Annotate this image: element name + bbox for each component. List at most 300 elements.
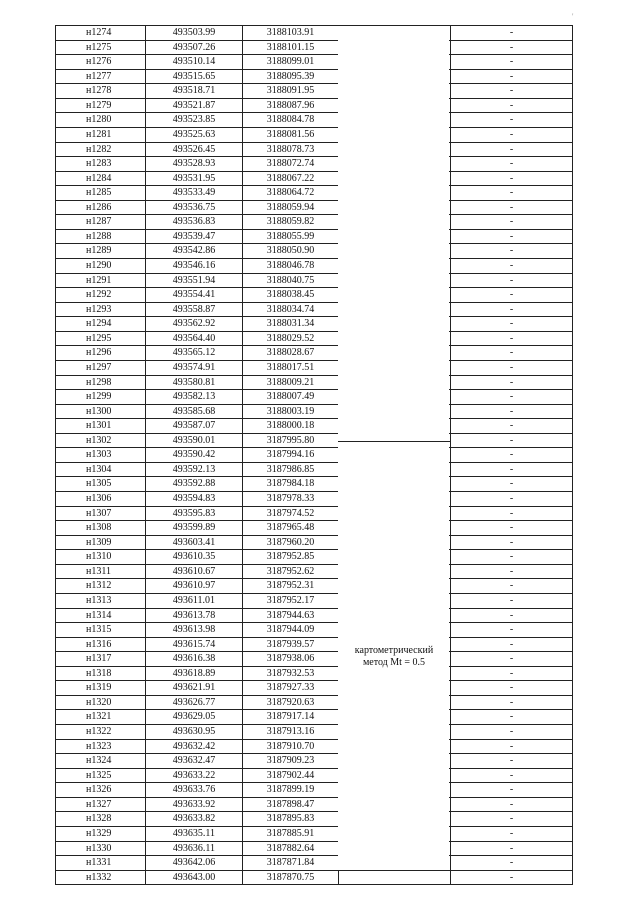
x-coordinate-cell: 493585.68 [146, 405, 243, 419]
y-coordinate-cell: 3188009.21 [243, 376, 339, 390]
y-coordinate-cell: 3188059.82 [243, 215, 339, 229]
point-id-cell: н1321 [56, 710, 146, 724]
point-id-cell: н1299 [56, 390, 146, 404]
y-coordinate-cell: 3187944.63 [243, 609, 339, 623]
accuracy-cell: - [509, 871, 514, 883]
point-id-cell: н1304 [56, 463, 146, 477]
accuracy-cell: - [509, 128, 514, 140]
y-coordinate-cell: 3188101.15 [243, 41, 339, 55]
x-coordinate-cell: 493595.83 [146, 507, 243, 521]
point-id-cell: н1330 [56, 842, 146, 856]
table-row [56, 594, 572, 609]
y-coordinate-cell: 3187995.80 [243, 434, 339, 448]
x-coordinate-cell: 493542.86 [146, 244, 243, 258]
x-coordinate-cell: 493599.89 [146, 521, 243, 535]
accuracy-cell: - [509, 493, 514, 504]
point-id-cell: н1296 [56, 346, 146, 360]
point-id-cell: н1300 [56, 405, 146, 419]
point-id-cell: н1319 [56, 681, 146, 695]
table-row [56, 274, 572, 289]
y-coordinate-cell: 3188003.19 [243, 405, 339, 419]
point-id-cell: н1332 [56, 871, 146, 885]
method-merged-cell [338, 26, 449, 870]
accuracy-cell: - [509, 158, 514, 170]
x-coordinate-cell: 493525.63 [146, 128, 243, 142]
table-row [56, 128, 572, 143]
x-coordinate-cell: 493615.74 [146, 638, 243, 652]
table-row [56, 754, 572, 769]
point-id-cell: н1303 [56, 448, 146, 462]
accuracy-cell: - [509, 536, 514, 548]
accuracy-cell: - [509, 303, 514, 315]
y-coordinate-cell: 3187885.91 [243, 827, 339, 841]
y-coordinate-cell: 3188031.34 [243, 317, 339, 331]
accuracy-cell: - [509, 667, 514, 679]
x-coordinate-cell: 493510.14 [146, 55, 243, 69]
table-row [56, 361, 572, 376]
y-coordinate-cell: 3187944.09 [243, 623, 339, 637]
y-coordinate-cell: 3187978.33 [243, 492, 339, 506]
x-coordinate-cell: 493533.49 [146, 186, 243, 200]
accuracy-cell: - [509, 143, 514, 155]
point-id-cell: н1323 [56, 740, 146, 754]
accuracy-cell: - [509, 187, 514, 199]
accuracy-cell: - [509, 449, 514, 461]
x-coordinate-cell: 493558.87 [146, 303, 243, 317]
corner-mark: ' [572, 12, 574, 21]
table-row [56, 638, 572, 653]
accuracy-cell: - [509, 318, 514, 330]
table-row [56, 26, 572, 41]
accuracy-cell: - [509, 41, 514, 53]
table-row [56, 710, 572, 725]
accuracy-cell: - [509, 478, 514, 490]
table-row [56, 842, 572, 857]
x-coordinate-cell: 493636.11 [146, 842, 243, 856]
point-id-cell: н1277 [56, 70, 146, 84]
point-id-cell: н1301 [56, 419, 146, 433]
accuracy-cell: - [509, 260, 514, 271]
y-coordinate-cell: 3188064.72 [243, 186, 339, 200]
y-coordinate-cell: 3188103.91 [243, 26, 339, 40]
accuracy-cell: - [509, 580, 514, 592]
x-coordinate-cell: 493642.06 [146, 856, 243, 870]
y-coordinate-cell: 3187895.83 [243, 812, 339, 826]
accuracy-cell: - [509, 216, 514, 228]
point-id-cell: н1310 [56, 550, 146, 564]
x-coordinate-cell: 493626.77 [146, 696, 243, 710]
table-row [56, 783, 572, 798]
y-coordinate-cell: 3188007.49 [243, 390, 339, 404]
x-coordinate-cell: 493613.98 [146, 623, 243, 637]
point-id-cell: н1298 [56, 376, 146, 390]
table-row [56, 798, 572, 813]
accuracy-cell: - [509, 857, 514, 869]
accuracy-cell: - [509, 230, 514, 242]
x-coordinate-cell: 493616.38 [146, 652, 243, 666]
method-cell-divider [338, 441, 450, 442]
x-coordinate-cell: 493587.07 [146, 419, 243, 433]
y-coordinate-cell: 3187871.84 [243, 856, 339, 870]
table-row [56, 99, 572, 114]
table-row [56, 477, 572, 492]
table-row [56, 871, 572, 886]
table-row [56, 492, 572, 507]
point-id-cell: н1278 [56, 84, 146, 98]
table-row [56, 652, 572, 667]
accuracy-cell: - [509, 609, 514, 621]
point-id-cell: н1315 [56, 623, 146, 637]
y-coordinate-cell: 3188091.95 [243, 84, 339, 98]
x-coordinate-cell: 493539.47 [146, 230, 243, 244]
x-coordinate-cell: 493562.92 [146, 317, 243, 331]
accuracy-cell: - [509, 434, 514, 446]
point-id-cell: н1294 [56, 317, 146, 331]
table-row [56, 346, 572, 361]
y-coordinate-cell: 3187952.85 [243, 550, 339, 564]
y-coordinate-cell: 3188029.52 [243, 332, 339, 346]
y-coordinate-cell: 3188084.78 [243, 113, 339, 127]
accuracy-cell: - [509, 784, 514, 796]
point-id-cell: н1307 [56, 507, 146, 521]
accuracy-cell: - [509, 682, 514, 694]
point-id-cell: н1284 [56, 172, 146, 186]
x-coordinate-cell: 493592.13 [146, 463, 243, 477]
accuracy-cell: - [509, 70, 514, 82]
point-id-cell: н1331 [56, 856, 146, 870]
point-id-cell: н1322 [56, 725, 146, 739]
accuracy-cell: - [509, 638, 514, 650]
table-row [56, 390, 572, 405]
table-row [56, 696, 572, 711]
point-id-cell: н1279 [56, 99, 146, 113]
table-row [56, 405, 572, 420]
accuracy-cell: - [509, 594, 514, 606]
y-coordinate-cell: 3188040.75 [243, 274, 339, 288]
accuracy-cell: - [509, 274, 514, 286]
y-coordinate-cell: 3188099.01 [243, 55, 339, 69]
point-id-cell: н1292 [56, 288, 146, 302]
x-coordinate-cell: 493546.16 [146, 259, 243, 273]
table-row [56, 521, 572, 536]
point-id-cell: н1287 [56, 215, 146, 229]
x-coordinate-cell: 493582.13 [146, 390, 243, 404]
method-line-2: метод Mt = 0.5 [362, 657, 426, 668]
point-id-cell: н1328 [56, 812, 146, 826]
x-coordinate-cell: 493635.11 [146, 827, 243, 841]
accuracy-cell: - [509, 842, 514, 854]
x-coordinate-cell: 493503.99 [146, 26, 243, 40]
point-id-cell: н1302 [56, 434, 146, 448]
accuracy-cell: - [509, 391, 514, 403]
accuracy-cell: - [509, 551, 514, 563]
point-id-cell: н1290 [56, 259, 146, 273]
y-coordinate-cell: 3188000.18 [243, 419, 339, 433]
y-coordinate-cell: 3188028.67 [243, 346, 339, 360]
y-coordinate-cell: 3187939.57 [243, 638, 339, 652]
accuracy-cell: - [509, 99, 514, 111]
point-id-cell: н1329 [56, 827, 146, 841]
accuracy-cell: - [509, 726, 514, 737]
table-row [56, 856, 572, 871]
point-id-cell: н1285 [56, 186, 146, 200]
table-row [56, 157, 572, 172]
x-coordinate-cell: 493536.75 [146, 201, 243, 215]
x-coordinate-cell: 493610.35 [146, 550, 243, 564]
x-coordinate-cell: 493633.92 [146, 798, 243, 812]
x-coordinate-cell: 493554.41 [146, 288, 243, 302]
table-row [56, 623, 572, 638]
accuracy-cell: - [509, 376, 514, 388]
table-row [56, 463, 572, 478]
x-coordinate-cell: 493594.83 [146, 492, 243, 506]
x-coordinate-cell: 493592.88 [146, 477, 243, 491]
x-coordinate-cell: 493603.41 [146, 536, 243, 550]
table-row [56, 303, 572, 318]
accuracy-cell: - [509, 27, 514, 38]
table-row [56, 230, 572, 245]
point-id-cell: н1306 [56, 492, 146, 506]
table-row [56, 812, 572, 827]
accuracy-cell: - [509, 696, 514, 708]
accuracy-cell: - [509, 740, 514, 752]
y-coordinate-cell: 3188050.90 [243, 244, 339, 258]
point-id-cell: н1312 [56, 579, 146, 593]
point-id-cell: н1297 [56, 361, 146, 375]
accuracy-cell: - [509, 56, 514, 68]
x-coordinate-cell: 493610.67 [146, 565, 243, 579]
point-id-cell: н1289 [56, 244, 146, 258]
table-row [56, 55, 572, 70]
coordinates-table [55, 25, 573, 885]
accuracy-cell: - [509, 420, 514, 432]
y-coordinate-cell: 3188072.74 [243, 157, 339, 171]
x-coordinate-cell: 493536.83 [146, 215, 243, 229]
x-coordinate-cell: 493611.01 [146, 594, 243, 608]
accuracy-cell: - [509, 114, 514, 126]
point-id-cell: н1281 [56, 128, 146, 142]
x-coordinate-cell: 493643.00 [146, 871, 243, 885]
y-coordinate-cell: 3188087.96 [243, 99, 339, 113]
x-coordinate-cell: 493633.22 [146, 769, 243, 783]
x-coordinate-cell: 493507.26 [146, 41, 243, 55]
x-coordinate-cell: 493531.95 [146, 172, 243, 186]
y-coordinate-cell: 3188034.74 [243, 303, 339, 317]
table-row [56, 215, 572, 230]
x-coordinate-cell: 493518.71 [146, 84, 243, 98]
x-coordinate-cell: 493590.42 [146, 448, 243, 462]
point-id-cell: н1274 [56, 26, 146, 40]
x-coordinate-cell: 493629.05 [146, 710, 243, 724]
y-coordinate-cell: 3188067.22 [243, 172, 339, 186]
x-coordinate-cell: 493632.47 [146, 754, 243, 768]
table-row [56, 769, 572, 784]
table-row [56, 201, 572, 216]
accuracy-cell: - [509, 201, 514, 213]
table-row [56, 609, 572, 624]
accuracy-cell: - [509, 827, 514, 839]
accuracy-cell: - [509, 361, 514, 373]
table-row [56, 70, 572, 85]
x-coordinate-cell: 493580.81 [146, 376, 243, 390]
y-coordinate-cell: 3187952.31 [243, 579, 339, 593]
x-coordinate-cell: 493564.40 [146, 332, 243, 346]
x-coordinate-cell: 493633.76 [146, 783, 243, 797]
y-coordinate-cell: 3187994.16 [243, 448, 339, 462]
point-id-cell: н1317 [56, 652, 146, 666]
accuracy-cell: - [509, 85, 514, 97]
accuracy-cell: - [509, 245, 514, 257]
y-coordinate-cell: 3187965.48 [243, 521, 339, 535]
point-id-cell: н1325 [56, 769, 146, 783]
accuracy-cell: - [509, 798, 514, 810]
table-row [56, 259, 572, 274]
table-row [56, 172, 572, 187]
table-row [56, 317, 572, 332]
accuracy-cell: - [509, 711, 514, 723]
accuracy-cell: - [509, 507, 514, 519]
y-coordinate-cell: 3187902.44 [243, 769, 339, 783]
table-row [56, 827, 572, 842]
accuracy-cell: - [509, 463, 514, 475]
accuracy-cell: - [509, 769, 514, 781]
x-coordinate-cell: 493521.87 [146, 99, 243, 113]
table-row [56, 143, 572, 158]
y-coordinate-cell: 3187899.19 [243, 783, 339, 797]
point-id-cell: н1316 [56, 638, 146, 652]
x-coordinate-cell: 493618.89 [146, 667, 243, 681]
y-coordinate-cell: 3187898.47 [243, 798, 339, 812]
y-coordinate-cell: 3187909.23 [243, 754, 339, 768]
point-id-cell: н1305 [56, 477, 146, 491]
y-coordinate-cell: 3187986.85 [243, 463, 339, 477]
table-row [56, 667, 572, 682]
y-coordinate-cell: 3187952.62 [243, 565, 339, 579]
table-row [56, 507, 572, 522]
x-coordinate-cell: 493590.01 [146, 434, 243, 448]
point-id-cell: н1293 [56, 303, 146, 317]
table-row [56, 419, 572, 434]
table-row [56, 332, 572, 347]
accuracy-cell: - [509, 522, 514, 534]
table-row [56, 113, 572, 128]
point-id-cell: н1288 [56, 230, 146, 244]
point-id-cell: н1311 [56, 565, 146, 579]
table-row [56, 681, 572, 696]
x-coordinate-cell: 493515.65 [146, 70, 243, 84]
accuracy-cell: - [509, 405, 514, 417]
point-id-cell: н1309 [56, 536, 146, 550]
accuracy-cell: - [509, 289, 514, 301]
accuracy-cell: - [509, 332, 514, 344]
point-id-cell: н1318 [56, 667, 146, 681]
table-row [56, 579, 572, 594]
accuracy-cell: - [509, 624, 514, 636]
x-coordinate-cell: 493551.94 [146, 274, 243, 288]
x-coordinate-cell: 493610.97 [146, 579, 243, 593]
y-coordinate-cell: 3187910.70 [243, 740, 339, 754]
y-coordinate-cell: 3187913.16 [243, 725, 339, 739]
y-coordinate-cell: 3187960.20 [243, 536, 339, 550]
y-coordinate-cell: 3187984.18 [243, 477, 339, 491]
table-row [56, 376, 572, 391]
point-id-cell: н1308 [56, 521, 146, 535]
y-coordinate-cell: 3187938.06 [243, 652, 339, 666]
x-coordinate-cell: 493523.85 [146, 113, 243, 127]
method-cell-text [338, 645, 450, 669]
point-id-cell: н1276 [56, 55, 146, 69]
table-row [56, 41, 572, 56]
x-coordinate-cell: 493574.91 [146, 361, 243, 375]
point-id-cell: н1282 [56, 143, 146, 157]
x-coordinate-cell: 493633.82 [146, 812, 243, 826]
table-row [56, 84, 572, 99]
table-row [56, 186, 572, 201]
accuracy-cell: - [509, 755, 514, 767]
point-id-cell: н1275 [56, 41, 146, 55]
point-id-cell: н1291 [56, 274, 146, 288]
table-row [56, 536, 572, 551]
x-coordinate-cell: 493630.95 [146, 725, 243, 739]
accuracy-cell: - [509, 172, 514, 184]
x-coordinate-cell: 493632.42 [146, 740, 243, 754]
accuracy-cell: - [509, 813, 514, 825]
point-id-cell: н1286 [56, 201, 146, 215]
point-id-cell: н1295 [56, 332, 146, 346]
point-id-cell: н1280 [56, 113, 146, 127]
y-coordinate-cell: 3187952.17 [243, 594, 339, 608]
accuracy-cell: - [509, 653, 514, 665]
point-id-cell: н1320 [56, 696, 146, 710]
point-id-cell: н1283 [56, 157, 146, 171]
x-coordinate-cell: 493528.93 [146, 157, 243, 171]
table-row [56, 448, 572, 463]
y-coordinate-cell: 3187917.14 [243, 710, 339, 724]
table-row [56, 434, 572, 449]
y-coordinate-cell: 3188046.78 [243, 259, 339, 273]
y-coordinate-cell: 3187870.75 [243, 871, 339, 885]
accuracy-cell: - [509, 347, 514, 359]
method-line-1: картометрический [354, 645, 434, 656]
table-row [56, 288, 572, 303]
table-row [56, 725, 572, 740]
table-row [56, 740, 572, 755]
y-coordinate-cell: 3188017.51 [243, 361, 339, 375]
point-id-cell: н1314 [56, 609, 146, 623]
x-coordinate-cell: 493621.91 [146, 681, 243, 695]
table-row [56, 244, 572, 259]
y-coordinate-cell: 3188078.73 [243, 143, 339, 157]
y-coordinate-cell: 3188055.99 [243, 230, 339, 244]
point-id-cell: н1326 [56, 783, 146, 797]
y-coordinate-cell: 3187927.33 [243, 681, 339, 695]
x-coordinate-cell: 493613.78 [146, 609, 243, 623]
x-coordinate-cell: 493565.12 [146, 346, 243, 360]
y-coordinate-cell: 3188081.56 [243, 128, 339, 142]
y-coordinate-cell: 3188059.94 [243, 201, 339, 215]
x-coordinate-cell: 493526.45 [146, 143, 243, 157]
method-cell [339, 871, 451, 885]
point-id-cell: н1313 [56, 594, 146, 608]
table-row [56, 565, 572, 580]
table-row [56, 550, 572, 565]
point-id-cell: н1324 [56, 754, 146, 768]
y-coordinate-cell: 3188095.39 [243, 70, 339, 84]
y-coordinate-cell: 3188038.45 [243, 288, 339, 302]
y-coordinate-cell: 3187932.53 [243, 667, 339, 681]
y-coordinate-cell: 3187882.64 [243, 842, 339, 856]
accuracy-cell: - [509, 565, 514, 577]
